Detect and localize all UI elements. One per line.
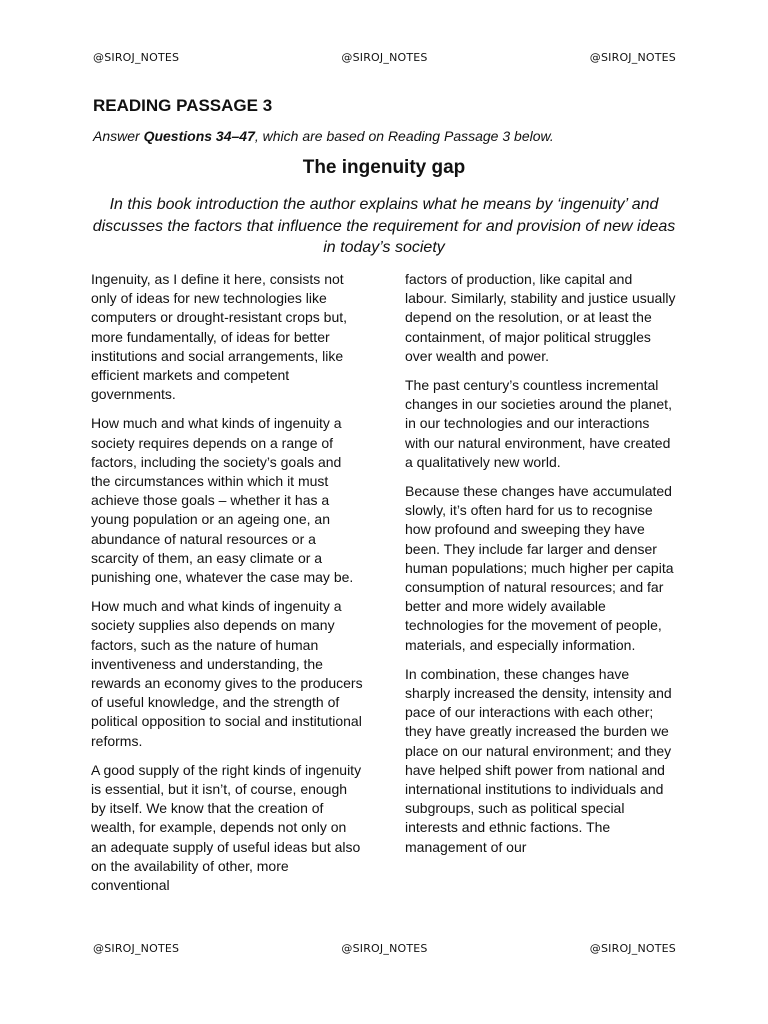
- paragraph: factors of production, like capital and labour. Similarly, stability and justice usually depend on the resolution, or at least the containment, of major political struggles over wealth and power.: [405, 271, 676, 364]
- instruction-questions: Questions 34–47: [143, 128, 255, 144]
- section-title: READING PASSAGE 3: [93, 96, 273, 115]
- paragraph: Because these changes have accumulated slowly, it’s often hard for us to recognise how profound and sweeping they have been. They include far larger and denser human populations; much higher per capita consumption of natural resources; and far better and more widely available technologies for the movement of people, materials, and especially information.: [405, 483, 674, 653]
- paragraph: How much and what kinds of ingenuity a society requires depends on a range of factors, including the society’s goals and the circumstances within which it must achieve those goals – whether it has a young population or an ageing one, an abundance of natural resources or a scarcity of them, an easy climate or a punishing one, whatever the case may be.: [91, 415, 354, 586]
- header-watermark-left: @SIROJ_NOTES: [93, 51, 180, 64]
- instruction-line: [93, 128, 554, 144]
- paragraph: In combination, these changes have sharply increased the density, intensity and pace of our interactions with each other; they have greatly increased the burden we place on our natural environment; and they have helped shift power from national and international institutions to individuals and subgroups, such as political special interests and ethnic factions. The management of our: [405, 665, 672, 855]
- header-watermark-right: @SIROJ_NOTES: [589, 51, 676, 64]
- page-footer: [93, 942, 676, 955]
- footer-watermark-right: @SIROJ_NOTES: [589, 942, 676, 955]
- instruction-suffix: , which are based on Reading Passage 3 below.: [254, 128, 554, 144]
- header-watermark-center: @SIROJ_NOTES: [341, 51, 428, 64]
- passage-title: The ingenuity gap: [302, 157, 466, 178]
- footer-watermark-center: @SIROJ_NOTES: [341, 942, 428, 955]
- passage-intro: In this book introduction the author explains what he means by ‘ingenuity’ and discusses the factors that influence the requirement for and provision of new ideas in today’s society: [92, 196, 676, 257]
- instruction-prefix: Answer: [93, 128, 144, 144]
- paragraph: How much and what kinds of ingenuity a society supplies also depends on many factors, such as the nature of human inventiveness and understanding, the rewards an economy gives to the producers of useful knowledge, and the strength of political opposition to social and institutional reforms.: [91, 598, 363, 749]
- paragraph: Ingenuity, as I define it here, consists not only of ideas for new technologies like computers or drought-resistant crops but, more fundamentally, of ideas for better institutions and social arrangements, like efficient markets and competent governments.: [91, 271, 348, 403]
- right-column: [405, 270, 677, 867]
- page-header: [93, 51, 676, 64]
- paragraph: A good supply of the right kinds of ingenuity is essential, but it isn’t, of course, enough by itself. We know that the creation of wealth, for example, depends not only on an adequate supply of useful ideas but also on the availability of other, more conventional: [91, 761, 362, 894]
- footer-watermark-left: @SIROJ_NOTES: [93, 942, 180, 955]
- paragraph: The past century’s countless incremental changes in our societies around the planet, in our technologies and our interactions with our natural environment, have created a qualitatively new world.: [405, 377, 672, 470]
- left-column: [91, 270, 363, 905]
